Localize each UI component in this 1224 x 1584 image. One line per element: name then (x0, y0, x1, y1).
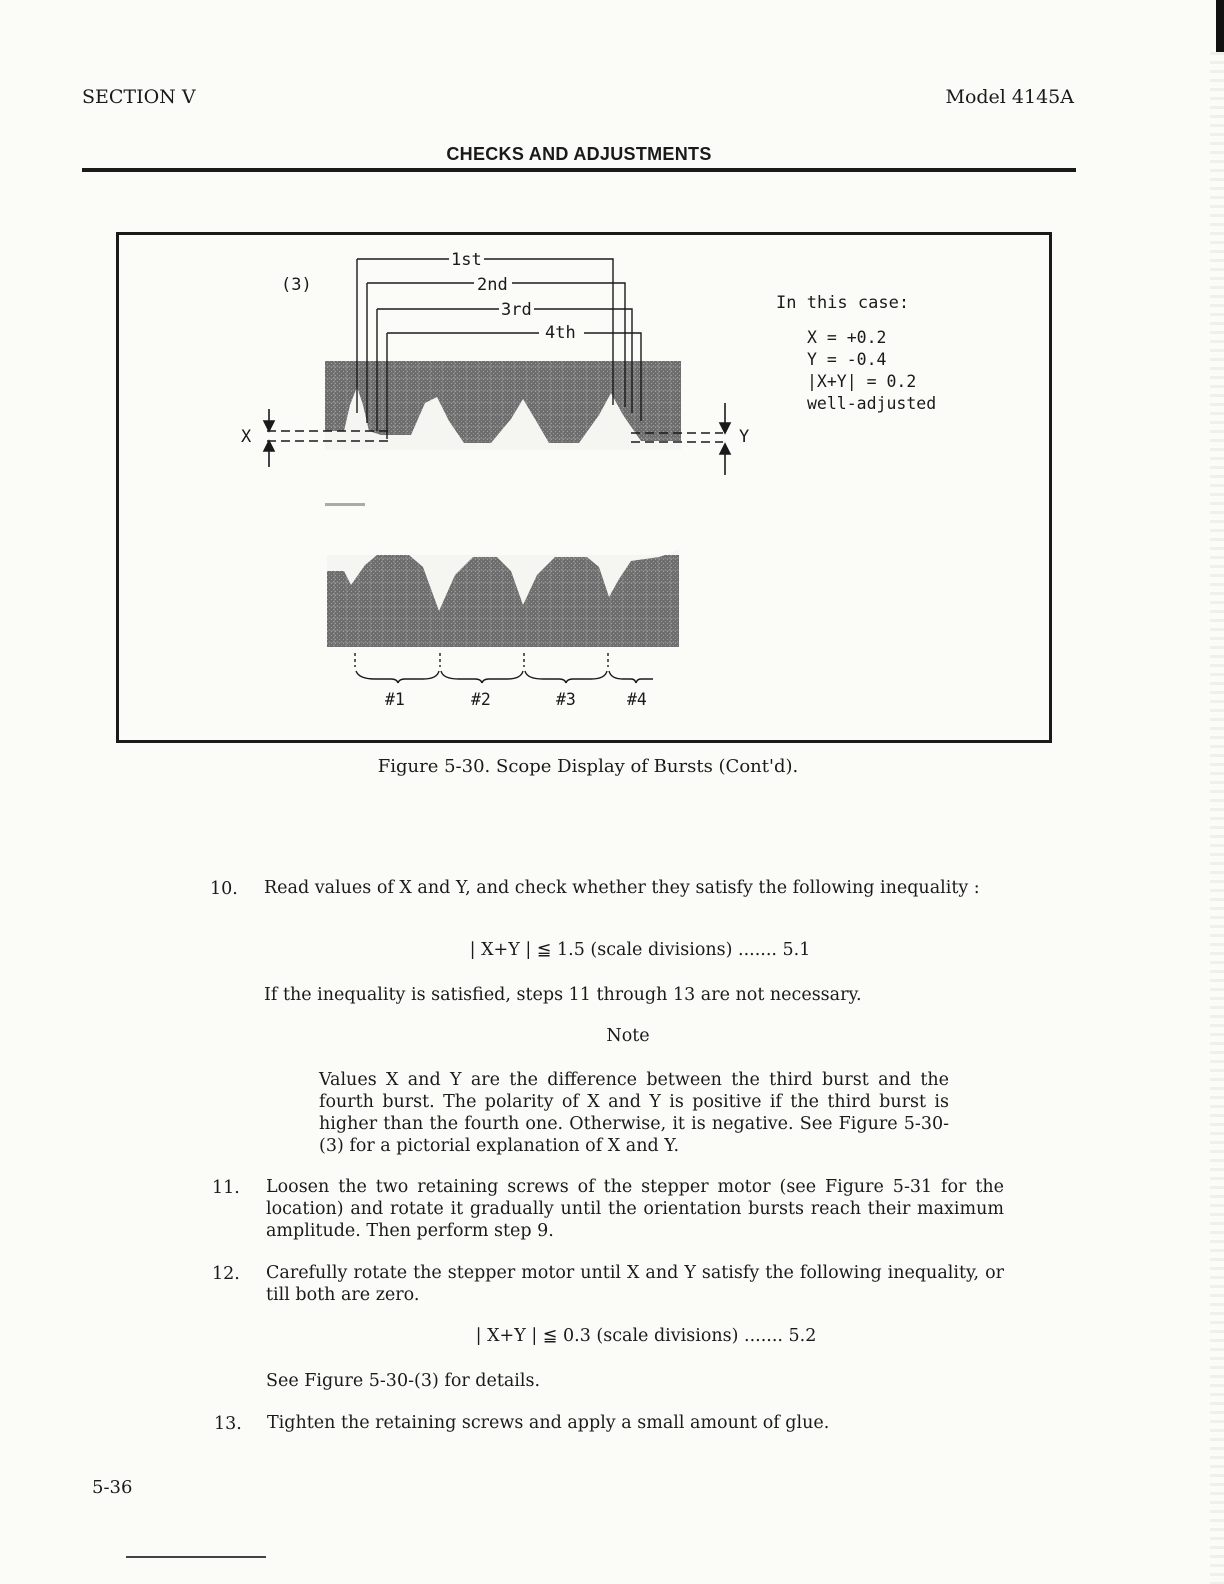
burst-label-4th: 4th (545, 323, 576, 343)
figure-caption: Figure 5-30. Scope Display of Bursts (Cont'd). (377, 756, 799, 777)
case-sum-value: |X+Y| = 0.2 (807, 372, 917, 391)
case-x-value: X = +0.2 (807, 328, 887, 347)
scope-diagram (119, 235, 1049, 740)
step-text: Tighten the retaining screws and apply a small amount of glue. (267, 1413, 830, 1433)
note-title: Note (606, 1026, 650, 1046)
step-number: 12. (212, 1264, 240, 1284)
upper-scope-trace (325, 361, 681, 449)
lower-scope-trace (325, 503, 679, 647)
x-arrows (264, 409, 274, 467)
step-text: Carefully rotate the stepper motor until X and Y satisfy the following inequality, or till both are zero. (266, 1263, 1004, 1305)
header-rule (82, 168, 1076, 172)
step-number: 10. (210, 879, 238, 899)
figure-frame (116, 232, 1052, 743)
scan-edge-noise (1210, 52, 1224, 1584)
x-marker-label: X (241, 427, 252, 447)
model-label: Model 4145A (945, 86, 1074, 108)
group-label-2: #2 (471, 690, 491, 709)
step-text: Read values of X and Y, and check whether they satisfy the following inequality : (264, 878, 980, 898)
step-number: 13. (214, 1414, 242, 1434)
inequality-formula: | X+Y | ≦ 0.3 (scale divisions) ....... 5.2 (475, 1326, 817, 1346)
case-y-value: Y = -0.4 (807, 350, 887, 369)
step-text: Loosen the two retaining screws of the stepper motor (see Figure 5-31 for the location) and rotate it gradually until the orientation bursts reach their maximum amplitude. Then perform step 9. (266, 1177, 1004, 1241)
burst-label-3rd: 3rd (501, 300, 532, 320)
group-label-3: #3 (556, 690, 576, 709)
page-title: CHECKS AND ADJUSTMENTS (446, 144, 712, 164)
y-marker-label: Y (739, 427, 750, 447)
step-followup: See Figure 5-30-(3) for details. (266, 1371, 541, 1391)
panel-label: (3) (281, 275, 312, 295)
step-number: 11. (212, 1178, 240, 1198)
scan-edge-mark (1216, 0, 1224, 52)
burst-label-2nd: 2nd (477, 275, 508, 295)
case-result: well-adjusted (807, 394, 937, 413)
note-text: Values X and Y are the difference between the third burst and the fourth burst. The polarity of X and Y is positive if the third burst is higher than the fourth one. Otherwise, it is negative. See Figure 5-30-(3) for a pictorial explanation of X and Y. (319, 1070, 949, 1156)
group-label-1: #1 (385, 690, 405, 709)
y-arrows (720, 403, 730, 475)
inequality-formula: | X+Y | ≦ 1.5 (scale divisions) ....... 5.1 (469, 940, 811, 960)
page-number: 5-36 (92, 1477, 133, 1498)
group-braces (355, 653, 653, 683)
section-label: SECTION V (82, 86, 196, 108)
step-followup: If the inequality is satisfied, steps 11 through 13 are not necessary. (264, 985, 862, 1005)
case-values (807, 327, 936, 415)
burst-label-1st: 1st (451, 250, 482, 270)
scan-bottom-line (126, 1556, 266, 1558)
group-label-4: #4 (627, 690, 647, 709)
case-title: In this case: (776, 293, 910, 313)
